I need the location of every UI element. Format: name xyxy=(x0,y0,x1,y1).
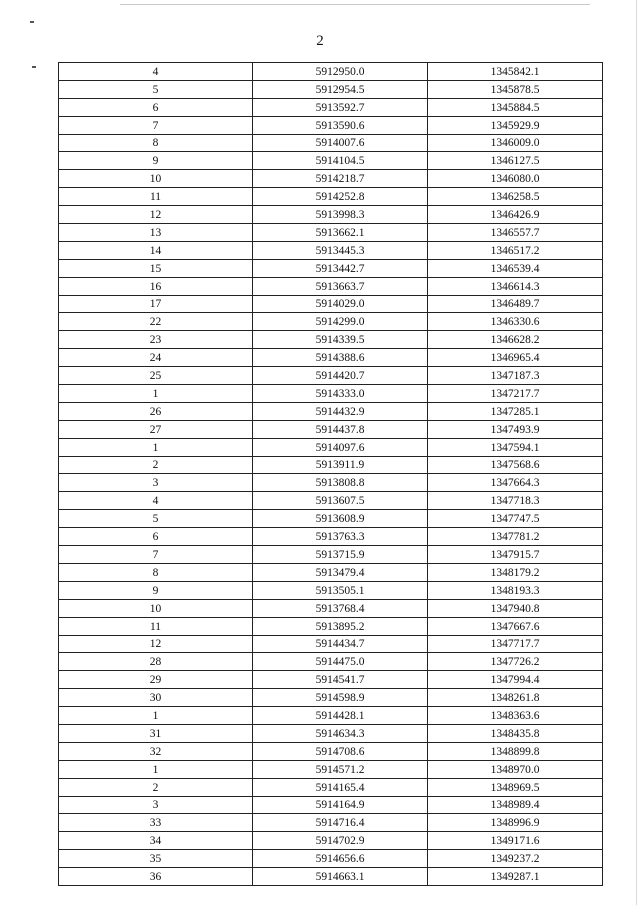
point-number-cell: 1 xyxy=(59,707,253,725)
x-coordinate-cell: 5914299.0 xyxy=(253,313,428,331)
y-coordinate-cell: 1346489.7 xyxy=(428,295,603,313)
x-coordinate-cell: 5913479.4 xyxy=(253,563,428,581)
x-coordinate-cell: 5913607.5 xyxy=(253,492,428,510)
y-coordinate-cell: 1345842.1 xyxy=(428,63,603,81)
x-coordinate-cell: 5914432.9 xyxy=(253,402,428,420)
point-number-cell: 12 xyxy=(59,206,253,224)
y-coordinate-cell: 1347664.3 xyxy=(428,474,603,492)
y-coordinate-cell: 1347747.5 xyxy=(428,510,603,528)
x-coordinate-cell: 5914716.4 xyxy=(253,814,428,832)
table-row xyxy=(59,331,603,349)
x-coordinate-cell: 5914164.9 xyxy=(253,796,428,814)
x-coordinate-cell: 5914656.6 xyxy=(253,850,428,868)
point-number-cell: 4 xyxy=(59,63,253,81)
x-coordinate-cell: 5913768.4 xyxy=(253,599,428,617)
point-number-cell: 22 xyxy=(59,313,253,331)
table-row xyxy=(59,814,603,832)
y-coordinate-cell: 1347285.1 xyxy=(428,402,603,420)
x-coordinate-cell: 5914339.5 xyxy=(253,331,428,349)
x-coordinate-cell: 5913505.1 xyxy=(253,581,428,599)
table-row xyxy=(59,778,603,796)
y-coordinate-cell: 1347187.3 xyxy=(428,367,603,385)
y-coordinate-cell: 1347217.7 xyxy=(428,385,603,403)
table-row xyxy=(59,617,603,635)
y-coordinate-cell: 1348969.5 xyxy=(428,778,603,796)
point-number-cell: 11 xyxy=(59,188,253,206)
table-row xyxy=(59,367,603,385)
x-coordinate-cell: 5914475.0 xyxy=(253,653,428,671)
table-row xyxy=(59,206,603,224)
y-coordinate-cell: 1347718.3 xyxy=(428,492,603,510)
y-coordinate-cell: 1346614.3 xyxy=(428,277,603,295)
point-number-cell: 2 xyxy=(59,456,253,474)
x-coordinate-cell: 5914541.7 xyxy=(253,671,428,689)
table-row xyxy=(59,152,603,170)
y-coordinate-cell: 1346557.7 xyxy=(428,224,603,242)
table-row xyxy=(59,241,603,259)
y-coordinate-cell: 1348261.8 xyxy=(428,689,603,707)
y-coordinate-cell: 1347717.7 xyxy=(428,635,603,653)
table-row xyxy=(59,635,603,653)
table-row xyxy=(59,760,603,778)
x-coordinate-cell: 5914333.0 xyxy=(253,385,428,403)
point-number-cell: 11 xyxy=(59,617,253,635)
table-row xyxy=(59,689,603,707)
point-number-cell: 1 xyxy=(59,760,253,778)
x-coordinate-cell: 5912954.5 xyxy=(253,80,428,98)
x-coordinate-cell: 5914702.9 xyxy=(253,832,428,850)
point-number-cell: 6 xyxy=(59,98,253,116)
y-coordinate-cell: 1348996.9 xyxy=(428,814,603,832)
y-coordinate-cell: 1347940.8 xyxy=(428,599,603,617)
table-row xyxy=(59,742,603,760)
coordinates-table xyxy=(58,62,603,886)
point-number-cell: 30 xyxy=(59,689,253,707)
point-number-cell: 8 xyxy=(59,563,253,581)
table-row xyxy=(59,563,603,581)
scan-top-rule xyxy=(120,4,590,5)
point-number-cell: 36 xyxy=(59,868,253,886)
point-number-cell: 8 xyxy=(59,134,253,152)
point-number-cell: 7 xyxy=(59,116,253,134)
y-coordinate-cell: 1347915.7 xyxy=(428,546,603,564)
y-coordinate-cell: 1345878.5 xyxy=(428,80,603,98)
x-coordinate-cell: 5914428.1 xyxy=(253,707,428,725)
table-row xyxy=(59,188,603,206)
table-row xyxy=(59,402,603,420)
scan-right-edge xyxy=(636,0,637,905)
table-row xyxy=(59,63,603,81)
point-number-cell: 14 xyxy=(59,241,253,259)
table-row xyxy=(59,707,603,725)
point-number-cell: 26 xyxy=(59,402,253,420)
x-coordinate-cell: 5914571.2 xyxy=(253,760,428,778)
table-row xyxy=(59,349,603,367)
x-coordinate-cell: 5913590.6 xyxy=(253,116,428,134)
table-row xyxy=(59,528,603,546)
x-coordinate-cell: 5913445.3 xyxy=(253,241,428,259)
table-row xyxy=(59,295,603,313)
point-number-cell: 15 xyxy=(59,259,253,277)
y-coordinate-cell: 1348179.2 xyxy=(428,563,603,581)
point-number-cell: 9 xyxy=(59,581,253,599)
table-row xyxy=(59,420,603,438)
table-row xyxy=(59,581,603,599)
x-coordinate-cell: 5913763.3 xyxy=(253,528,428,546)
x-coordinate-cell: 5914165.4 xyxy=(253,778,428,796)
point-number-cell: 23 xyxy=(59,331,253,349)
y-coordinate-cell: 1346426.9 xyxy=(428,206,603,224)
point-number-cell: 16 xyxy=(59,277,253,295)
y-coordinate-cell: 1346965.4 xyxy=(428,349,603,367)
x-coordinate-cell: 5914007.6 xyxy=(253,134,428,152)
table-row xyxy=(59,224,603,242)
y-coordinate-cell: 1346330.6 xyxy=(428,313,603,331)
y-coordinate-cell: 1346517.2 xyxy=(428,241,603,259)
table-row xyxy=(59,796,603,814)
y-coordinate-cell: 1347726.2 xyxy=(428,653,603,671)
y-coordinate-cell: 1346127.5 xyxy=(428,152,603,170)
y-coordinate-cell: 1349237.2 xyxy=(428,850,603,868)
table-row xyxy=(59,313,603,331)
point-number-cell: 13 xyxy=(59,224,253,242)
point-number-cell: 10 xyxy=(59,170,253,188)
table-row xyxy=(59,492,603,510)
x-coordinate-cell: 5914420.7 xyxy=(253,367,428,385)
point-number-cell: 29 xyxy=(59,671,253,689)
x-coordinate-cell: 5913998.3 xyxy=(253,206,428,224)
scan-mark-bottom xyxy=(32,66,36,68)
y-coordinate-cell: 1349287.1 xyxy=(428,868,603,886)
table-row xyxy=(59,868,603,886)
point-number-cell: 10 xyxy=(59,599,253,617)
point-number-cell: 32 xyxy=(59,742,253,760)
y-coordinate-cell: 1348899.8 xyxy=(428,742,603,760)
table-row xyxy=(59,671,603,689)
point-number-cell: 5 xyxy=(59,80,253,98)
point-number-cell: 35 xyxy=(59,850,253,868)
point-number-cell: 6 xyxy=(59,528,253,546)
x-coordinate-cell: 5913442.7 xyxy=(253,259,428,277)
table-row xyxy=(59,724,603,742)
y-coordinate-cell: 1345884.5 xyxy=(428,98,603,116)
table-row xyxy=(59,170,603,188)
x-coordinate-cell: 5914218.7 xyxy=(253,170,428,188)
table-row xyxy=(59,599,603,617)
point-number-cell: 27 xyxy=(59,420,253,438)
point-number-cell: 3 xyxy=(59,474,253,492)
point-number-cell: 1 xyxy=(59,438,253,456)
point-number-cell: 24 xyxy=(59,349,253,367)
y-coordinate-cell: 1347994.4 xyxy=(428,671,603,689)
y-coordinate-cell: 1346009.0 xyxy=(428,134,603,152)
point-number-cell: 34 xyxy=(59,832,253,850)
y-coordinate-cell: 1347667.6 xyxy=(428,617,603,635)
y-coordinate-cell: 1346539.4 xyxy=(428,259,603,277)
y-coordinate-cell: 1346258.5 xyxy=(428,188,603,206)
table-row xyxy=(59,474,603,492)
y-coordinate-cell: 1349171.6 xyxy=(428,832,603,850)
x-coordinate-cell: 5914029.0 xyxy=(253,295,428,313)
table-row xyxy=(59,277,603,295)
scan-mark-top xyxy=(30,21,34,23)
point-number-cell: 3 xyxy=(59,796,253,814)
point-number-cell: 9 xyxy=(59,152,253,170)
x-coordinate-cell: 5914104.5 xyxy=(253,152,428,170)
y-coordinate-cell: 1348970.0 xyxy=(428,760,603,778)
y-coordinate-cell: 1348193.3 xyxy=(428,581,603,599)
table-row xyxy=(59,385,603,403)
x-coordinate-cell: 5914437.8 xyxy=(253,420,428,438)
point-number-cell: 33 xyxy=(59,814,253,832)
point-number-cell: 2 xyxy=(59,778,253,796)
y-coordinate-cell: 1347493.9 xyxy=(428,420,603,438)
y-coordinate-cell: 1347568.6 xyxy=(428,456,603,474)
table-row xyxy=(59,116,603,134)
point-number-cell: 5 xyxy=(59,510,253,528)
table-row xyxy=(59,510,603,528)
x-coordinate-cell: 5913895.2 xyxy=(253,617,428,635)
x-coordinate-cell: 5913911.9 xyxy=(253,456,428,474)
x-coordinate-cell: 5913808.8 xyxy=(253,474,428,492)
point-number-cell: 25 xyxy=(59,367,253,385)
x-coordinate-cell: 5913662.1 xyxy=(253,224,428,242)
point-number-cell: 17 xyxy=(59,295,253,313)
x-coordinate-cell: 5914097.6 xyxy=(253,438,428,456)
x-coordinate-cell: 5914598.9 xyxy=(253,689,428,707)
x-coordinate-cell: 5913663.7 xyxy=(253,277,428,295)
table-row xyxy=(59,259,603,277)
x-coordinate-cell: 5914663.1 xyxy=(253,868,428,886)
table-row xyxy=(59,438,603,456)
point-number-cell: 31 xyxy=(59,724,253,742)
y-coordinate-cell: 1348989.4 xyxy=(428,796,603,814)
table-row xyxy=(59,850,603,868)
x-coordinate-cell: 5912950.0 xyxy=(253,63,428,81)
table-row xyxy=(59,456,603,474)
x-coordinate-cell: 5914434.7 xyxy=(253,635,428,653)
table-row xyxy=(59,98,603,116)
x-coordinate-cell: 5914388.6 xyxy=(253,349,428,367)
x-coordinate-cell: 5913592.7 xyxy=(253,98,428,116)
point-number-cell: 28 xyxy=(59,653,253,671)
point-number-cell: 4 xyxy=(59,492,253,510)
x-coordinate-cell: 5914252.8 xyxy=(253,188,428,206)
x-coordinate-cell: 5914634.3 xyxy=(253,724,428,742)
coordinates-table-body xyxy=(59,63,603,886)
x-coordinate-cell: 5913715.9 xyxy=(253,546,428,564)
y-coordinate-cell: 1348435.8 xyxy=(428,724,603,742)
table-row xyxy=(59,80,603,98)
table-row xyxy=(59,832,603,850)
table-row xyxy=(59,546,603,564)
point-number-cell: 1 xyxy=(59,385,253,403)
y-coordinate-cell: 1348363.6 xyxy=(428,707,603,725)
x-coordinate-cell: 5914708.6 xyxy=(253,742,428,760)
y-coordinate-cell: 1346080.0 xyxy=(428,170,603,188)
table-row xyxy=(59,134,603,152)
y-coordinate-cell: 1347594.1 xyxy=(428,438,603,456)
y-coordinate-cell: 1347781.2 xyxy=(428,528,603,546)
table-row xyxy=(59,653,603,671)
y-coordinate-cell: 1346628.2 xyxy=(428,331,603,349)
point-number-cell: 7 xyxy=(59,546,253,564)
page-number: 2 xyxy=(316,33,324,49)
x-coordinate-cell: 5913608.9 xyxy=(253,510,428,528)
point-number-cell: 12 xyxy=(59,635,253,653)
y-coordinate-cell: 1345929.9 xyxy=(428,116,603,134)
